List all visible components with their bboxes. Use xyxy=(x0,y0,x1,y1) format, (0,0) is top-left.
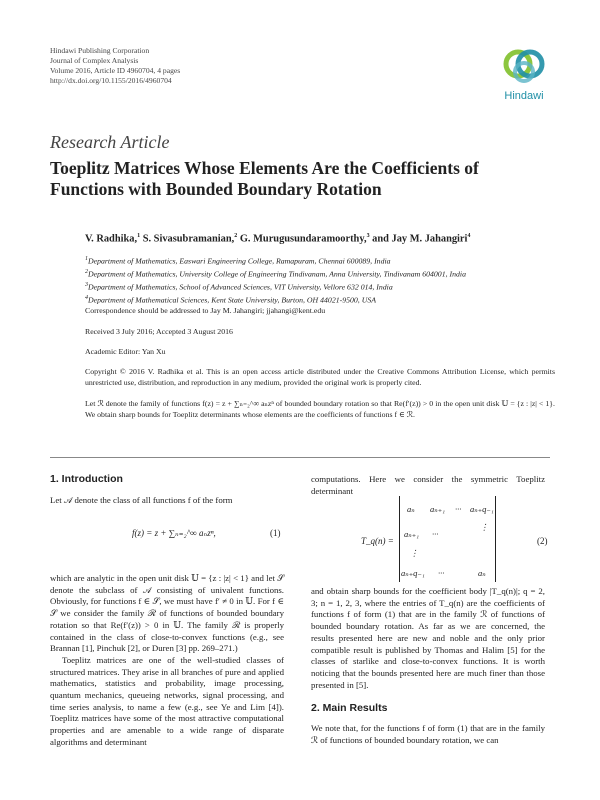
matrix-bar-right xyxy=(495,496,496,582)
logo-text: Hindawi xyxy=(504,90,544,102)
equation-2-lhs: T_q(n) = xyxy=(361,536,394,546)
volume-info: Volume 2016, Article ID 4960704, 4 pages xyxy=(50,66,181,75)
publisher: Hindawi Publishing Corporation xyxy=(50,46,150,55)
equation-number: (2) xyxy=(537,536,548,546)
journal-name: Journal of Complex Analysis xyxy=(50,56,139,65)
matrix-cell: aₙ₊₁ xyxy=(404,529,420,539)
author-list xyxy=(85,233,555,244)
paragraph: computations. Here we consider the symmetric Toeplitz determinant xyxy=(311,474,545,496)
right-column-body xyxy=(311,586,545,746)
author-sup: 3 xyxy=(366,233,370,239)
left-column xyxy=(50,474,284,506)
article-title: Toeplitz Matrices Whose Elements Are the Coefficients of Functions with Bounded Boundary Rotation xyxy=(50,158,479,199)
affiliation-item: $^1$Department of Mathematics, Easwari Engineering College, Ramapuram, Chennai 600089, India xyxy=(85,256,391,266)
matrix-bar-left xyxy=(399,496,400,582)
copyright: Copyright © 2016 V. Radhika et al. This is an open access article distributed under the Creative Commons Attribution License, which permits unrestricted use, distribution, and reproduction in any medium, provided the original work is properly cited. xyxy=(85,367,555,387)
academic-editor: Academic Editor: Yan Xu xyxy=(85,347,166,356)
author-sup: 2 xyxy=(234,233,238,239)
author-name: G. Murugusundaramoorthy, xyxy=(239,233,367,245)
matrix-cell: aₙ xyxy=(478,568,486,578)
matrix-cell: ⋮ xyxy=(480,522,489,532)
matrix-cell: ··· xyxy=(455,504,462,514)
paragraph: and obtain sharp bounds for the coefficient body |T_q(n)|; q = 2, 3; n = 1, 2, 3, where the entries of T_q(n) are the coefficients of functions f of form (1) that are in the family ℛ of functions of bounded boundary rotation. As far as we are concerned, the results presented here are new and noble and the only prior compatible result is published by Thomas and Halim [5] for the classes of starlike and close-to-convex functions. It is worth noticing that the bounds presented here are much finer than those presented in [5]. xyxy=(311,586,545,690)
left-column-body xyxy=(50,573,284,749)
matrix-cell: aₙ₊q₋₁ xyxy=(401,568,425,578)
paragraph: which are analytic in the open unit disk 𝕌 = {z : |z| < 1} and let 𝒮 denote the subclass of 𝒜 consisting of univalent functions. Obviously, for functions f ∈ 𝒮, we must have f′ ≠ 0 in 𝕌. For f ∈ 𝒮 we consider the family ℛ of functions of bounded boundary rotation so that Re(f′(z)) > 0 in 𝕌. The family ℛ is properly contained in the class of close-to-convex functions (e.g., see Brannan [1], Pinchuk [2], or Duren [3] pp. 269–271.) xyxy=(50,573,284,654)
matrix-cell: aₙ₊₁ xyxy=(430,504,446,514)
paragraph: We note that, for the functions f of form (1) that are in the family ℛ of functions of bounded boundary rotation, we can xyxy=(311,723,545,745)
hindawi-logo xyxy=(496,44,552,102)
affiliation-item: $^2$Department of Mathematics, University College of Engineering Tindivanam, Anna University, Tindivanam 604001, India xyxy=(85,268,466,279)
matrix-cell: ⋮ xyxy=(410,548,419,558)
author-name: S. Sivasubramanian, xyxy=(142,233,235,245)
dates: Received 3 July 2016; Accepted 3 August 2016 xyxy=(85,327,233,336)
affiliations xyxy=(85,254,555,306)
affiliation-item: $^4$Department of Mathematical Sciences, Kent State University, Burton, OH 44021-9500, USA xyxy=(85,294,377,305)
matrix-cell: aₙ xyxy=(407,504,415,514)
divider xyxy=(50,457,550,458)
paragraph: Let 𝒜 denote the class of all functions f of the form xyxy=(50,494,233,505)
equation-1: f(z) = z + ∑ₙ₌₂^∞ aₙzⁿ, xyxy=(132,528,216,538)
hindawi-logo-icon xyxy=(496,44,552,90)
author-name: V. Radhika, xyxy=(85,233,138,245)
right-column xyxy=(311,474,545,497)
doi-link[interactable]: http://dx.doi.org/10.1155/2016/4960704 xyxy=(50,76,172,85)
author-sup: 1 xyxy=(137,233,141,239)
section-heading: 2. Main Results xyxy=(311,702,388,715)
affiliation-item: $^3$Department of Mathematics, School of Advanced Sciences, VIT University, Vellore 632 014, India xyxy=(85,281,393,292)
author-sup: 4 xyxy=(467,233,471,239)
matrix-cell: aₙ₊q₋₁ xyxy=(470,504,494,514)
section-heading: 1. Introduction xyxy=(50,473,123,485)
author-name: and Jay M. Jahangiri xyxy=(372,233,468,245)
abstract: Let ℛ denote the family of functions f(z) = z + ∑ₙ₌₂^∞ aₙzⁿ of bounded boundary rotation so that Re(f′(z)) > 0 in the open unit disk 𝕌 = {z : |z| < 1}. We obtain sharp bounds for Toeplitz determinants whose elements are the coefficients of functions f ∈ ℛ. xyxy=(85,399,555,420)
matrix-cell: ··· xyxy=(432,529,439,539)
paragraph: Toeplitz matrices are one of the well-studied classes of structured matrices. They arise in all branches of pure and applied mathematics, statistics and probability, image processing, quantum mechanics, queueing networks, signal processing, and time series analysis, to name a few (e.g., see Ye and Lim [4]). Toeplitz matrices have some of the most attractive computational properties and are amenable to a wide range of disparate algorithms and determinant xyxy=(50,654,284,747)
matrix-cell: ··· xyxy=(438,568,445,578)
equation-number: (1) xyxy=(270,528,281,538)
article-type: Research Article xyxy=(50,132,170,152)
correspondence: Correspondence should be addressed to Jay M. Jahangiri; jjahangi@kent.edu xyxy=(85,306,326,315)
journal-header xyxy=(50,46,180,86)
